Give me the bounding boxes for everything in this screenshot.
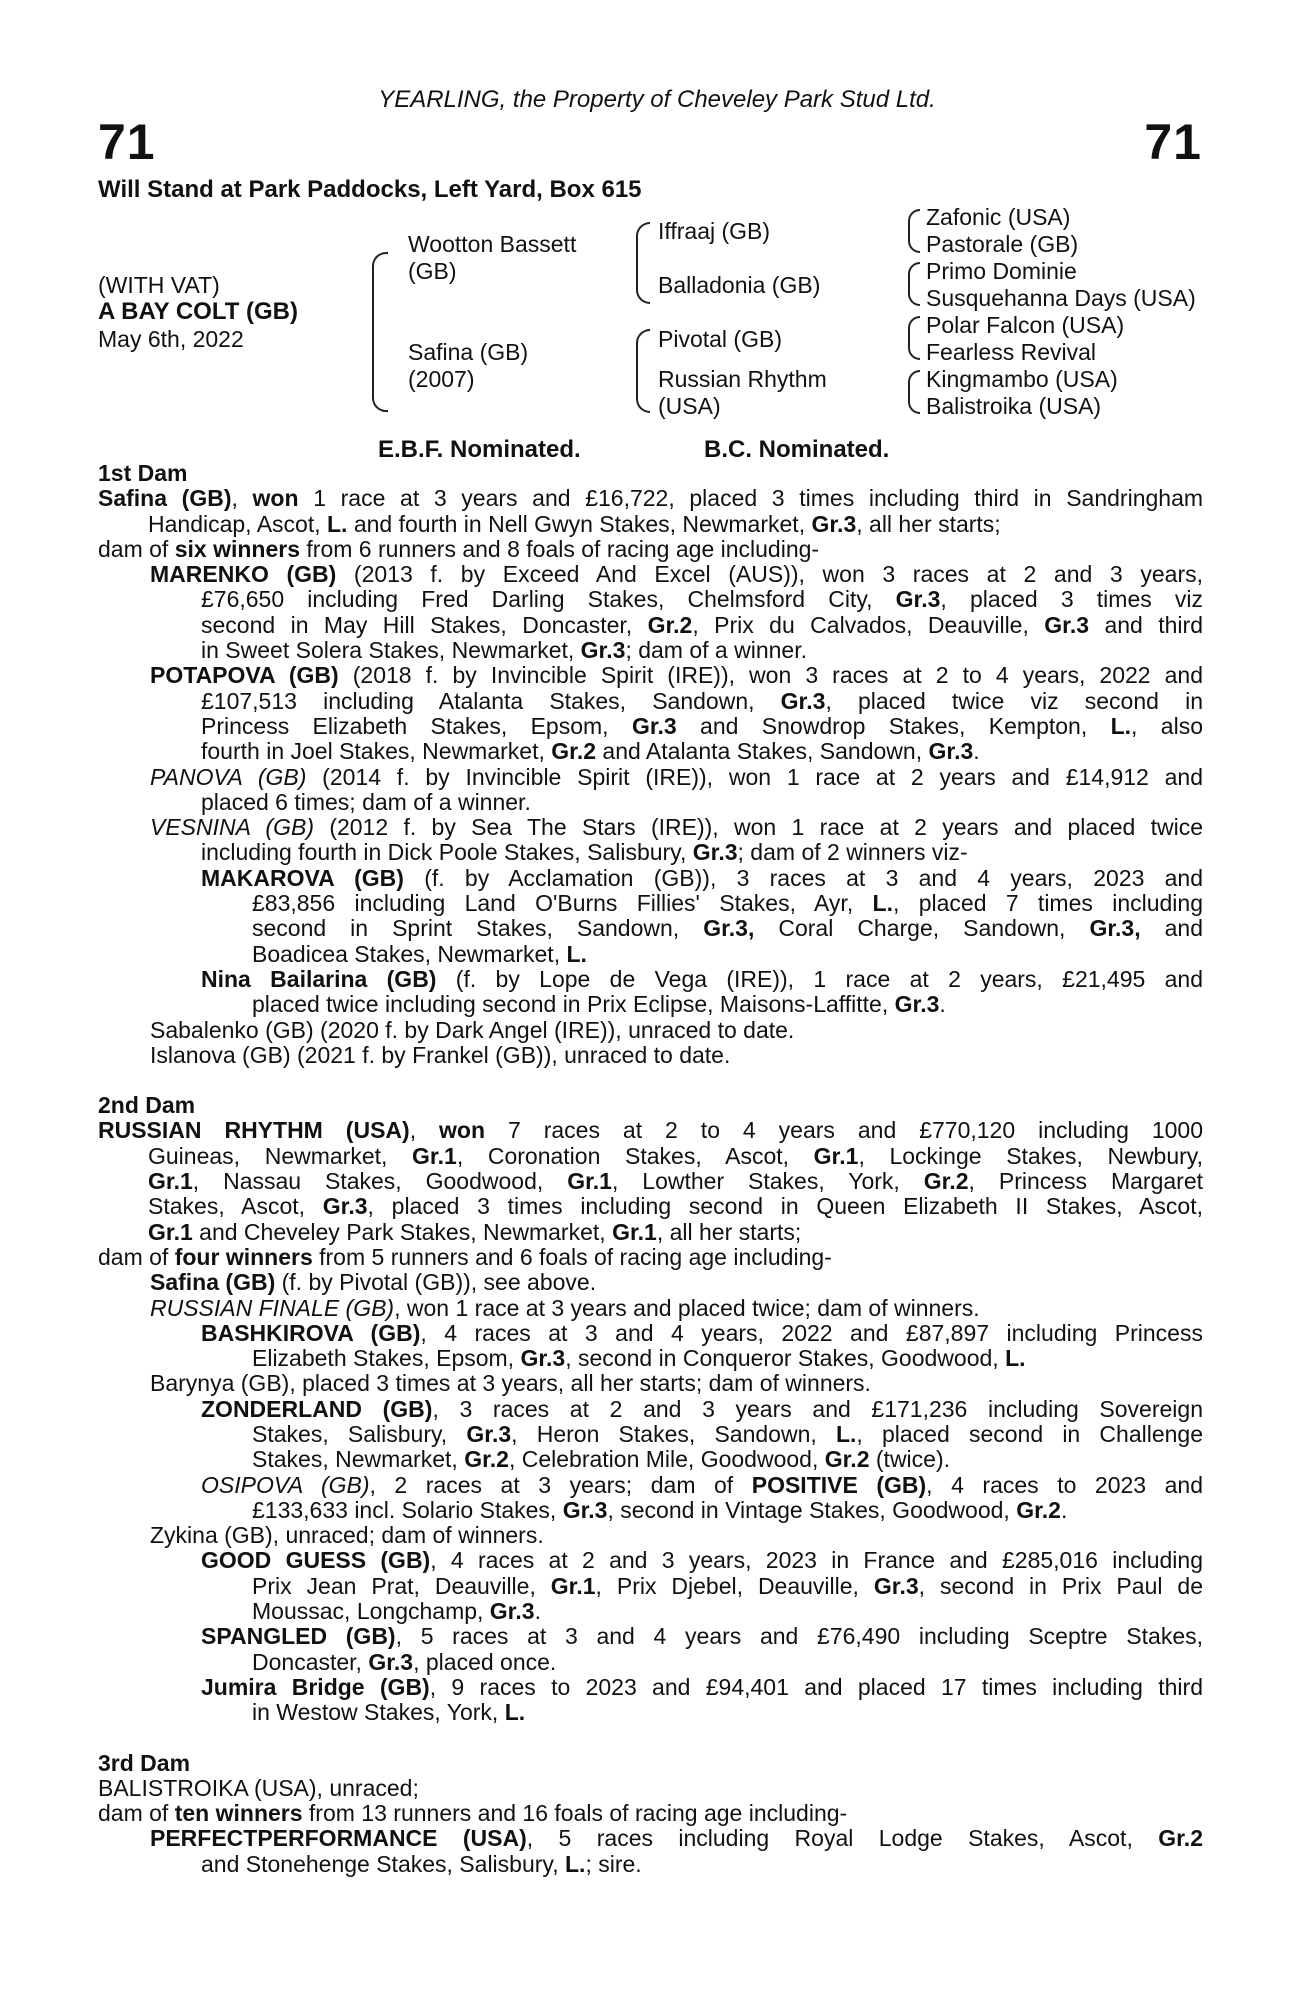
text-segment: Doncaster, (252, 1648, 369, 1675)
sire-name: Wootton Bassett (408, 231, 577, 257)
dam-dam: Russian Rhythm (658, 366, 827, 392)
bold-text: POSITIVE (GB) (751, 1471, 927, 1498)
text-segment: (f. by Lope de Vega (IRE)), 1 race at 2 years, £21,495 and (436, 965, 1203, 992)
text-segment: (2018 f. by Invincible Spirit (IRE)), won 3 races at 2 to 4 years, 2022 and (338, 662, 1204, 689)
text-segment: , 4 races at 2 and 3 years, 2023 in France and £285,016 including (430, 1547, 1203, 1574)
text-line (98, 942, 1203, 967)
text-segment: dam of (98, 535, 175, 562)
text-line (98, 1523, 1203, 1548)
bold-text: Safina (GB) (150, 1269, 276, 1296)
text-line (98, 562, 1203, 587)
text-segment: , placed 3 times viz (940, 586, 1203, 613)
text-segment: Zykina (GB), unraced; dam of winners. (150, 1522, 544, 1549)
bold-text: Gr.3 (489, 1598, 535, 1625)
text-line (98, 1852, 1203, 1877)
text-segment: including fourth in Dick Poole Stakes, Salisbury, (201, 839, 693, 866)
text-segment: . (973, 738, 980, 765)
text-segment: , placed second in Challenge (856, 1420, 1203, 1447)
text-line (98, 739, 1203, 764)
brace-g2 (908, 262, 920, 306)
bold-text: Gr.2 (464, 1446, 509, 1473)
text-line (98, 1751, 1203, 1776)
text-line (98, 1548, 1203, 1573)
bold-text: Gr.3 (520, 1345, 566, 1372)
text-line (98, 1776, 1203, 1801)
bold-text: Gr.3 (811, 510, 857, 537)
sire-sire: Iffraaj (GB) (658, 218, 771, 244)
bold-text: Gr.3, (1089, 915, 1141, 942)
text-line (98, 1826, 1203, 1851)
gg-8: Balistroika (USA) (926, 393, 1102, 419)
bc-nominated: B.C. Nominated. (704, 436, 890, 463)
text-segment: . (939, 991, 946, 1018)
bold-text: POTAPOVA (GB) (150, 662, 339, 689)
text-segment: , Prix Djebel, Deauville, (595, 1572, 874, 1599)
text-segment: , Nassau Stakes, Goodwood, (192, 1168, 568, 1195)
text-line (98, 891, 1203, 916)
dam-sire: Pivotal (GB) (658, 326, 782, 352)
dam-dam-origin: (USA) (658, 393, 721, 419)
text-line (98, 1447, 1203, 1472)
text-segment: £76,650 including Fred Darling Stakes, Chelmsford City, (201, 586, 896, 613)
bold-text: L. (504, 1699, 526, 1726)
bold-text: Gr.3 (894, 991, 940, 1018)
text-line (98, 1296, 1203, 1321)
text-segment: , (409, 1117, 440, 1144)
lot-number-right: 71 (1144, 114, 1202, 170)
brace-g3 (908, 316, 920, 360)
bold-text: Gr.3 (322, 1193, 368, 1220)
text-segment: from 6 runners and 8 foals of racing age including- (300, 535, 820, 562)
bold-text: Gr.1 (612, 1218, 657, 1245)
text-line (98, 916, 1203, 941)
produce-record (98, 461, 1203, 1877)
text-segment: , second in Prix Paul de (918, 1572, 1203, 1599)
bold-text: won (439, 1117, 486, 1144)
text-segment: and Atalanta Stakes, Sandown, (596, 738, 929, 765)
text-segment: , (231, 485, 253, 512)
lot-number-left: 71 (98, 114, 156, 170)
text-line (98, 992, 1203, 1017)
section-gap (98, 1726, 1203, 1751)
text-line (98, 1650, 1203, 1675)
text-segment: (2013 f. by Exceed And Excel (AUS)), won 3 races at 2 and 3 years, (336, 561, 1203, 588)
bold-text: Nina Bailarina (GB) (201, 965, 437, 992)
text-line (98, 537, 1203, 562)
text-segment: ; dam of a winner. (625, 637, 807, 664)
text-segment: £107,513 including Atalanta Stakes, Sandown, (201, 687, 781, 714)
text-segment: Guineas, Newmarket, (148, 1142, 413, 1169)
text-line (98, 1321, 1203, 1346)
bold-text: Gr.3 (466, 1420, 512, 1447)
bold-text: Gr.3 (895, 586, 941, 613)
text-line (98, 1245, 1203, 1270)
text-segment: , Heron Stakes, Sandown, (511, 1420, 836, 1447)
page-header-title: YEARLING, the Property of Cheveley Park Stud Ltd. (378, 86, 936, 113)
bold-text: Gr.3 (368, 1648, 414, 1675)
bold-text: L. (564, 1850, 586, 1877)
text-segment: second in May Hill Stakes, Doncaster, (201, 611, 648, 638)
text-segment: dam of (98, 1800, 175, 1827)
text-line (98, 790, 1203, 815)
text-line (98, 1144, 1203, 1169)
text-line (98, 1118, 1203, 1143)
gg-5: Polar Falcon (USA) (926, 312, 1125, 338)
sire-dam: Balladonia (GB) (658, 272, 821, 298)
bold-text: Gr.3 (873, 1572, 919, 1599)
bold-text: Gr.3 (928, 738, 974, 765)
text-segment: , 4 races at 3 and 4 years, 2022 and £87,897 including Princess (420, 1319, 1203, 1346)
bold-text: GOOD GUESS (GB) (201, 1547, 431, 1574)
text-line (98, 512, 1203, 537)
gg-6: Fearless Revival (926, 339, 1096, 365)
text-segment: from 13 runners and 16 foals of racing age including- (302, 1800, 848, 1827)
bold-text: Gr.1 (567, 1168, 612, 1195)
text-segment: (2012 f. by Sea The Stars (IRE)), won 1 race at 2 years and placed twice (314, 814, 1204, 841)
text-segment: , Celebration Mile, Goodwood, (508, 1446, 825, 1473)
text-segment: , second in Conqueror Stakes, Goodwood, (565, 1345, 1006, 1372)
text-segment: Stakes, Salisbury, (252, 1420, 467, 1447)
text-line (98, 1700, 1203, 1725)
text-segment: from 5 runners and 6 foals of racing age including- (312, 1243, 832, 1270)
text-segment: . (534, 1598, 541, 1625)
text-line (98, 1270, 1203, 1295)
bold-text: Gr.1 (148, 1168, 193, 1195)
text-segment: , 9 races to 2023 and £94,401 and placed 17 times including third (429, 1673, 1203, 1700)
bold-text: Gr.2 (647, 611, 693, 638)
text-segment: ; dam of 2 winners viz- (737, 839, 968, 866)
text-line (98, 1043, 1203, 1068)
text-segment: , all her starts; (856, 510, 1001, 537)
text-line (98, 663, 1203, 688)
text-segment: , placed 3 times including second in Queen Elizabeth II Stakes, Ascot, (367, 1193, 1203, 1220)
text-line (98, 815, 1203, 840)
text-line (98, 1599, 1203, 1624)
stand-location: Will Stand at Park Paddocks, Left Yard, Box 615 (98, 176, 642, 203)
bold-text: PERFECTPERFORMANCE (USA) (150, 1825, 527, 1852)
text-segment: , 5 races including Royal Lodge Stakes, Ascot, (526, 1825, 1159, 1852)
dam-name: Safina (GB) (408, 339, 529, 365)
text-line (98, 1801, 1203, 1826)
italic-text: OSIPOVA (GB) (201, 1471, 370, 1498)
bold-text: 1st Dam (98, 460, 188, 486)
gg-4: Susquehanna Days (USA) (926, 285, 1196, 311)
text-segment: Boadicea Stakes, Newmarket, (252, 940, 567, 967)
text-segment: and Snowdrop Stakes, Kempton, (676, 712, 1111, 739)
text-segment: fourth in Joel Stakes, Newmarket, (201, 738, 552, 765)
bold-text: Gr.2 (1158, 1825, 1203, 1852)
gg-7: Kingmambo (USA) (926, 366, 1118, 392)
text-segment: and (1140, 915, 1203, 942)
bold-text: ten winners (174, 1800, 303, 1827)
text-line (98, 765, 1203, 790)
text-segment: , 5 races at 3 and 4 years and £76,490 including Sceptre Stakes, (395, 1623, 1204, 1650)
text-segment: , Prix du Calvados, Deauville, (692, 611, 1045, 638)
bold-text: L. (1110, 712, 1132, 739)
text-segment: . (1060, 1496, 1068, 1523)
bold-text: BASHKIROVA (GB) (201, 1319, 421, 1346)
bold-text: Gr.2 (923, 1168, 969, 1195)
text-line (98, 1194, 1203, 1219)
text-segment: , Lowther Stakes, York, (611, 1168, 924, 1195)
sire-origin: (GB) (408, 258, 457, 284)
bold-text: Gr.3 (631, 712, 677, 739)
brace-dam (636, 329, 650, 413)
text-segment: (f. by Acclamation (GB)), 3 races at 3 and 4 years, 2023 and (403, 864, 1203, 891)
bold-text: Gr.3, (703, 915, 755, 942)
text-line (98, 587, 1203, 612)
text-segment: , Coronation Stakes, Ascot, (456, 1142, 814, 1169)
text-segment: , all her starts; (656, 1218, 802, 1245)
text-line (98, 714, 1203, 739)
text-segment: (2014 f. by Invincible Spirit (IRE)), won 1 race at 2 years and £14,912 and (306, 763, 1204, 790)
bold-text: six winners (174, 535, 300, 562)
text-segment: Coral Charge, Sandown, (754, 915, 1090, 942)
bold-text: L. (1005, 1345, 1026, 1372)
text-segment: Prix Jean Prat, Deauville, (252, 1572, 551, 1599)
bold-text: L. (872, 890, 893, 917)
bold-text: MARENKO (GB) (150, 561, 337, 588)
text-line (98, 866, 1203, 891)
text-segment: Islanova (GB) (2021 f. by Frankel (GB)), unraced to date. (150, 1041, 731, 1068)
text-segment: Princess Elizabeth Stakes, Epsom, (201, 712, 632, 739)
gg-1: Zafonic (USA) (926, 204, 1071, 230)
text-segment: and third (1089, 611, 1203, 638)
text-segment: second in Sprint Stakes, Sandown, (252, 915, 704, 942)
text-line (98, 486, 1203, 511)
dam-year: (2007) (408, 366, 475, 392)
text-segment: Sabalenko (GB) (2020 f. by Dark Angel (IRE)), unraced to date. (150, 1016, 795, 1043)
text-segment: Handicap, Ascot, (148, 510, 327, 537)
bold-text: Jumira Bridge (GB) (201, 1673, 430, 1700)
italic-text: RUSSIAN FINALE (GB) (150, 1294, 395, 1321)
text-segment: in Sweet Solera Stakes, Newmarket, (201, 637, 581, 664)
text-segment: BALISTROIKA (USA), unraced; (98, 1774, 419, 1801)
bold-text: L. (327, 510, 348, 537)
text-line (98, 1624, 1203, 1649)
text-segment: ; sire. (585, 1850, 642, 1877)
colt-vat: (WITH VAT) (98, 272, 220, 298)
text-segment: (twice). (869, 1446, 950, 1473)
bold-text: won (252, 485, 299, 512)
text-line (98, 1574, 1203, 1599)
bold-text: Gr.3 (780, 687, 826, 714)
text-line (98, 1422, 1203, 1447)
text-line (98, 613, 1203, 638)
text-line (98, 1169, 1203, 1194)
text-segment: 1 race at 3 years and £16,722, placed 3 times including third in Sandringham (298, 485, 1204, 512)
text-line (98, 638, 1203, 663)
text-line (98, 1093, 1203, 1118)
colt-dob: May 6th, 2022 (98, 326, 244, 352)
brace-g4 (908, 370, 920, 414)
text-segment: , placed twice viz second in (825, 687, 1203, 714)
text-line (98, 461, 1203, 486)
bold-text: 2nd Dam (98, 1092, 196, 1119)
brace-sire (636, 222, 650, 304)
colt-name: A BAY COLT (GB) (98, 298, 299, 325)
bold-text: Gr.1 (412, 1142, 457, 1169)
text-segment: , placed once. (413, 1648, 557, 1675)
bold-text: four winners (174, 1243, 313, 1270)
bold-text: Gr.2 (1016, 1496, 1061, 1523)
text-segment: , 3 races at 2 and 3 years and £171,236 including Sovereign (432, 1395, 1203, 1422)
italic-text: VESNINA (GB) (150, 814, 314, 841)
text-segment: dam of (98, 1243, 175, 1270)
text-line (98, 967, 1203, 992)
text-segment: Stakes, Newmarket, (252, 1446, 465, 1473)
text-segment: placed 6 times; dam of a winner. (201, 788, 531, 815)
text-line (98, 840, 1203, 865)
text-segment: Moussac, Longchamp, (252, 1598, 490, 1625)
bold-text: Gr.3 (562, 1496, 608, 1523)
text-segment: , 4 races to 2023 and (926, 1471, 1203, 1498)
text-segment: , 2 races at 3 years; dam of (369, 1471, 752, 1498)
text-segment: , won 1 race at 3 years and placed twice; dam of winners. (394, 1294, 980, 1321)
bold-text: 3rd Dam (98, 1749, 191, 1776)
text-line (98, 1346, 1203, 1371)
text-segment: , Lockinge Stakes, Newbury, (858, 1142, 1203, 1169)
text-segment: , placed 7 times including (893, 890, 1203, 917)
bold-text: L. (835, 1420, 857, 1447)
bold-text: Gr.1 (813, 1142, 859, 1169)
bold-text: Gr.1 (148, 1218, 193, 1245)
text-segment: , Princess Margaret (968, 1168, 1204, 1195)
text-segment: and Cheveley Park Stakes, Newmarket, (192, 1218, 613, 1245)
text-segment: in Westow Stakes, York, (252, 1699, 505, 1726)
text-line (98, 689, 1203, 714)
text-line (98, 1498, 1203, 1523)
bold-text: Gr.3 (692, 839, 738, 866)
text-segment: 7 races at 2 to 4 years and £770,120 including 1000 (485, 1117, 1203, 1144)
section-gap (98, 1068, 1203, 1093)
text-segment: , also (1131, 712, 1203, 739)
text-line (98, 1473, 1203, 1498)
brace-colt (372, 252, 388, 412)
text-segment: £83,856 including Land O'Burns Fillies' Stakes, Ayr, (252, 890, 873, 917)
bold-text: Gr.3 (1044, 611, 1090, 638)
text-segment: £133,633 incl. Solario Stakes, (252, 1496, 563, 1523)
bold-text: Gr.2 (824, 1446, 870, 1473)
bold-text: MAKAROVA (GB) (201, 864, 404, 891)
text-line (98, 1018, 1203, 1043)
bold-text: RUSSIAN RHYTHM (USA) (98, 1117, 410, 1144)
text-line (98, 1371, 1203, 1396)
text-segment: Stakes, Ascot, (148, 1193, 323, 1220)
text-segment: (f. by Pivotal (GB)), see above. (275, 1269, 597, 1296)
text-line (98, 1397, 1203, 1422)
text-line (98, 1220, 1203, 1245)
text-segment: and Stonehenge Stakes, Salisbury, (201, 1850, 565, 1877)
bold-text: Gr.2 (551, 738, 597, 765)
text-line (98, 1675, 1203, 1700)
brace-g1 (908, 209, 920, 253)
bold-text: Gr.3 (580, 637, 626, 664)
text-segment: , second in Vintage Stakes, Goodwood, (607, 1496, 1017, 1523)
bold-text: Gr.1 (550, 1572, 596, 1599)
bold-text: SPANGLED (GB) (201, 1623, 396, 1650)
gg-2: Pastorale (GB) (926, 231, 1079, 257)
ebf-nominated: E.B.F. Nominated. (378, 436, 581, 463)
italic-text: PANOVA (GB) (150, 763, 307, 790)
text-segment: Barynya (GB), placed 3 times at 3 years, all her starts; dam of winners. (150, 1370, 871, 1397)
gg-3: Primo Dominie (926, 258, 1077, 284)
text-segment: Elizabeth Stakes, Epsom, (252, 1345, 521, 1372)
bold-text: Safina (GB) (98, 485, 232, 512)
bold-text: ZONDERLAND (GB) (201, 1395, 433, 1422)
text-segment: and fourth in Nell Gwyn Stakes, Newmarket, (347, 510, 812, 537)
bold-text: L. (566, 940, 587, 967)
text-segment: placed twice including second in Prix Eclipse, Maisons-Laffitte, (252, 991, 895, 1018)
